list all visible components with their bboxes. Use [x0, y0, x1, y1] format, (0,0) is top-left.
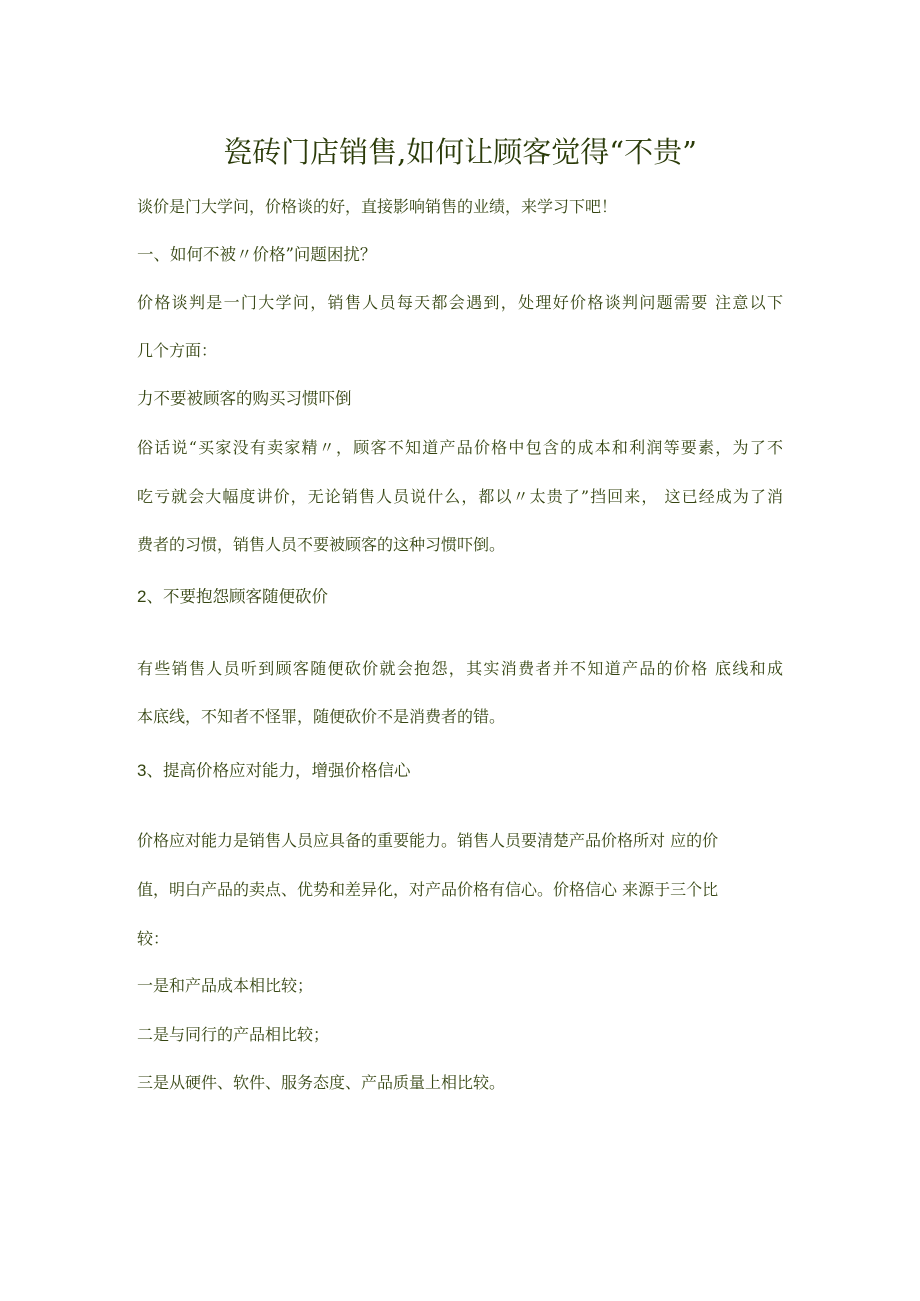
- comparison-item-3: 三是从硬件、软件、服务态度、产品质量上相比较。: [137, 1073, 506, 1092]
- point1-para-line-3: 费者的习惯，销售人员不要被顾客的这种习惯吓倒。: [137, 535, 506, 554]
- comparison-item-2: 二是与同行的产品相比较；: [137, 1025, 330, 1044]
- document-title: 瓷砖门店销售,如何让顾客觉得“不贵”: [223, 135, 697, 169]
- point3-para-line-2: 值，明白产品的卖点、优势和差异化，对产品价格有信心。价格信心 来源于三个比: [137, 880, 719, 899]
- point3-number: 3: [137, 761, 147, 780]
- point1-heading: 力不要被顾客的购买习惯吓倒: [137, 389, 352, 408]
- point3-para-line-1: 价格应对能力是销售人员应具备的重要能力。销售人员要清楚产品价格所对 应的价: [137, 831, 719, 850]
- point3-heading-text: 、提高价格应对能力，增强价格信心: [146, 761, 411, 780]
- section1-heading: 一、如何不被〃价格”问题困扰？: [137, 245, 377, 264]
- point2-heading-text: 、不要抱怨顾客随便砍价: [146, 587, 328, 606]
- section1-para-line-1: 价格谈判是一门大学问，销售人员每天都会遇到，处理好价格谈判问题需要 注意以下: [137, 293, 783, 312]
- point2-number: 2: [137, 587, 147, 606]
- comparison-item-1: 一是和产品成本相比较；: [137, 976, 314, 995]
- point2-para-line-1: 有些销售人员听到顾客随便砍价就会抱怨，其实消费者并不知道产品的价格 底线和成: [137, 659, 783, 678]
- point1-para-line-1: 俗话说“买家没有卖家精〃，顾客不知道产品价格中包含的成本和利润等要素，为了不: [137, 438, 783, 457]
- point1-para-line-2: 吃亏就会大幅度讲价，无论销售人员说什么，都以〃太贵了”挡回来， 这已经成为了消: [137, 487, 783, 506]
- point2-para-line-2: 本底线，不知者不怪罪，随便砍价不是消费者的错。: [137, 707, 506, 726]
- point2-heading: [137, 586, 328, 608]
- section1-para-line-2: 几个方面：: [137, 341, 218, 360]
- point3-heading: [137, 760, 410, 782]
- intro-text: 谈价是门大学问，价格谈的好，直接影响销售的业绩，来学习下吧！: [137, 197, 618, 216]
- point3-para-line-3: 较：: [137, 929, 170, 948]
